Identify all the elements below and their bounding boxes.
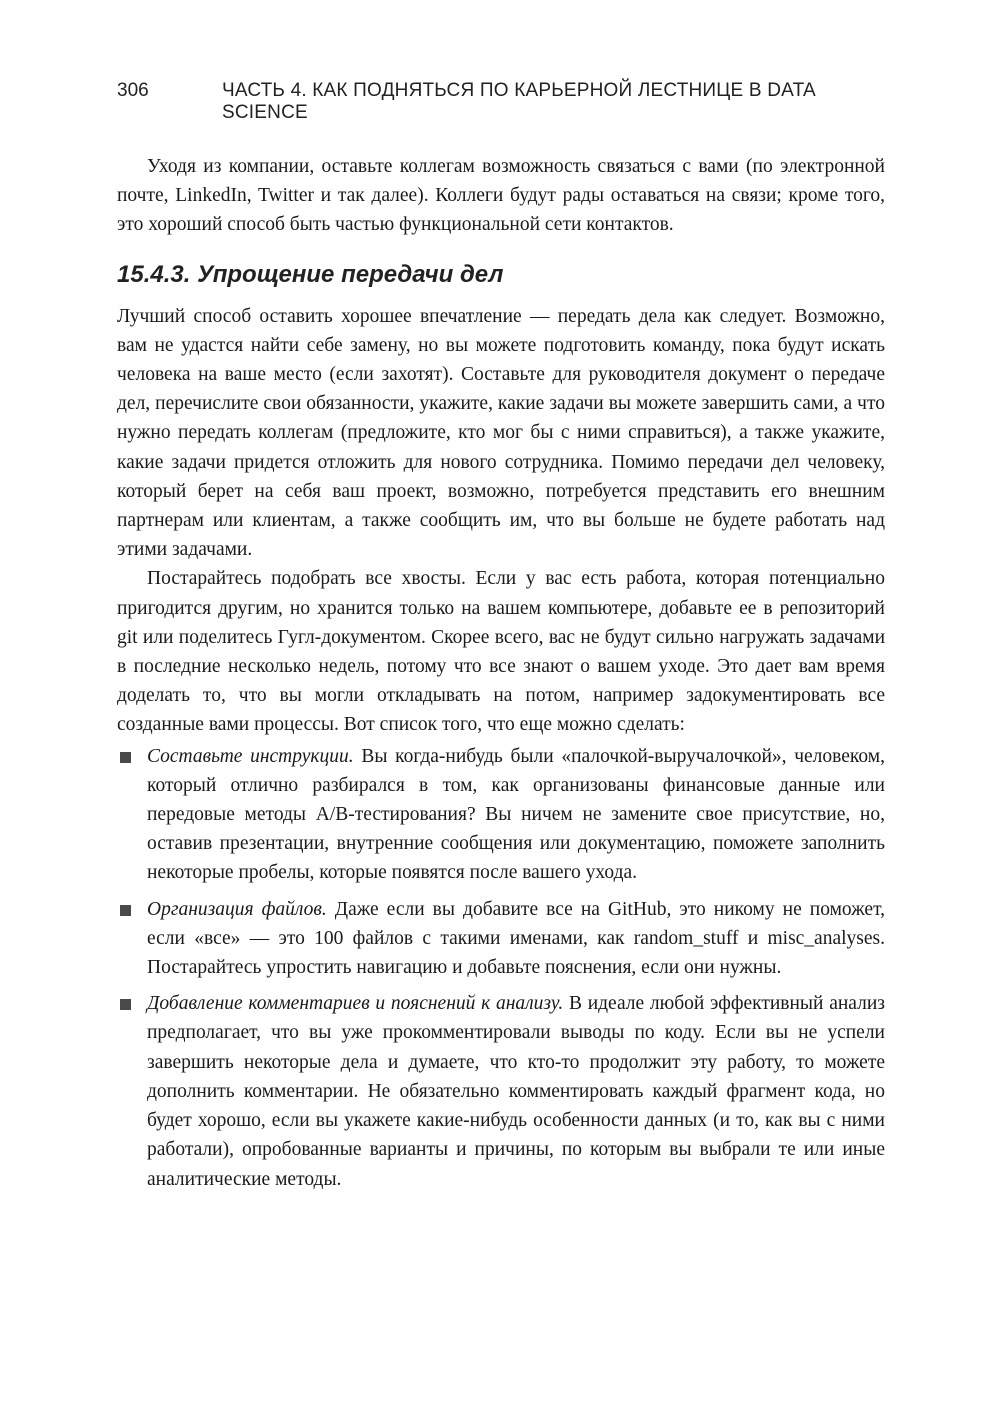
bullet-term: Организация файлов. xyxy=(147,898,327,920)
square-bullet-icon xyxy=(120,999,131,1010)
section-paragraph-2: Постарайтесь подобрать все хвосты. Если у вас есть работа, которая потенциально пригодится другим, но хранится только на вашем компьютере, добавьте ее в репозиторий git или поделитесь Гугл-документом. Скорее всего, вас не будут сильно нагружать задачами в последние несколько недель, потому что все знают о вашем уходе. Это дает вам время доделать то, что вы могли откладывать на потом, например задокументировать все созданные вами процессы. Вот список того, что еще можно сделать: xyxy=(117,568,885,736)
section-heading: 15.4.3. Упрощение передачи дел xyxy=(117,260,504,288)
intro-paragraph: Уходя из компании, оставьте коллегам возможность связаться с вами (по электронной почте, LinkedIn, Twitter и так далее). Коллеги будут рады оставаться на связи; кроме того, это хороший способ быть частью функциональной сети контактов. xyxy=(117,156,885,236)
bullet-list xyxy=(117,742,885,1194)
page-number: 306 xyxy=(117,80,149,101)
bullet-text: Даже если вы добавите все на GitHub, это никому не поможет, если «все» — это 100 файлов с такими именами, как random_stuff и misc_analyses. Постарайтесь упростить навигацию и добавьте пояснения, если они нужны. xyxy=(147,898,885,979)
bullet-term: Добавление комментариев и пояснений к анализу. xyxy=(147,993,564,1015)
list-item xyxy=(117,742,885,888)
square-bullet-icon xyxy=(120,752,131,763)
page-body xyxy=(117,152,885,1201)
bullet-text: Вы когда-нибудь были «палочкой-выручалочкой», человеком, который отлично разбирался в том, как организованы финансовые данные или передовые методы A/B-тестирования? Вы ничем не замените свое присутствие, но, оставив презентации, внутренние сообщения или документацию, поможете заполнить некоторые пробелы, которые появятся после вашего ухода. xyxy=(147,745,885,884)
bullet-term: Составьте инструкции. xyxy=(147,745,354,767)
list-item xyxy=(117,895,885,983)
square-bullet-icon xyxy=(120,905,131,916)
section-paragraph-1: Лучший способ оставить хорошее впечатление — передать дела как следует. Возможно, вам не удастся найти себе замену, но вы можете подготовить команду, пока будут искать человека на ваше место (если захотят). Составьте для руководителя документ о передаче дел, перечислите свои обязанности, укажите, какие задачи вы можете завершить сами, а что нужно передать коллегам (предложите, кто мог бы с ними справиться), а также укажите, какие задачи придется отложить для нового сотрудника. Помимо передачи дел человеку, который берет на себя ваш проект, возможно, потребуется представить его внешним партнерам или клиентам, а также сообщить им, что вы больше не будете работать над этими задачами. xyxy=(117,305,885,561)
running-header xyxy=(117,80,885,123)
chapter-title: ЧАСТЬ 4. КАК ПОДНЯТЬСЯ ПО КАРЬЕРНОЙ ЛЕСТНИЦЕ В DATA SCIENCE xyxy=(222,80,815,123)
bullet-text: В идеале любой эффективный анализ предполагает, что вы уже прокомментировали выводы по коду. Если вы не успели завершить некоторые дела и думаете, что кто-то продолжит эту работу, то можете дополнить комментарии. Не обязательно комментировать каждый фрагмент кода, но будет хорошо, если вы укажете какие-нибудь особенности данных (и то, как вы с ними работали), опробованные варианты и причины, по которым вы выбрали те или иные аналитические методы. xyxy=(147,993,885,1190)
list-item xyxy=(117,989,885,1193)
